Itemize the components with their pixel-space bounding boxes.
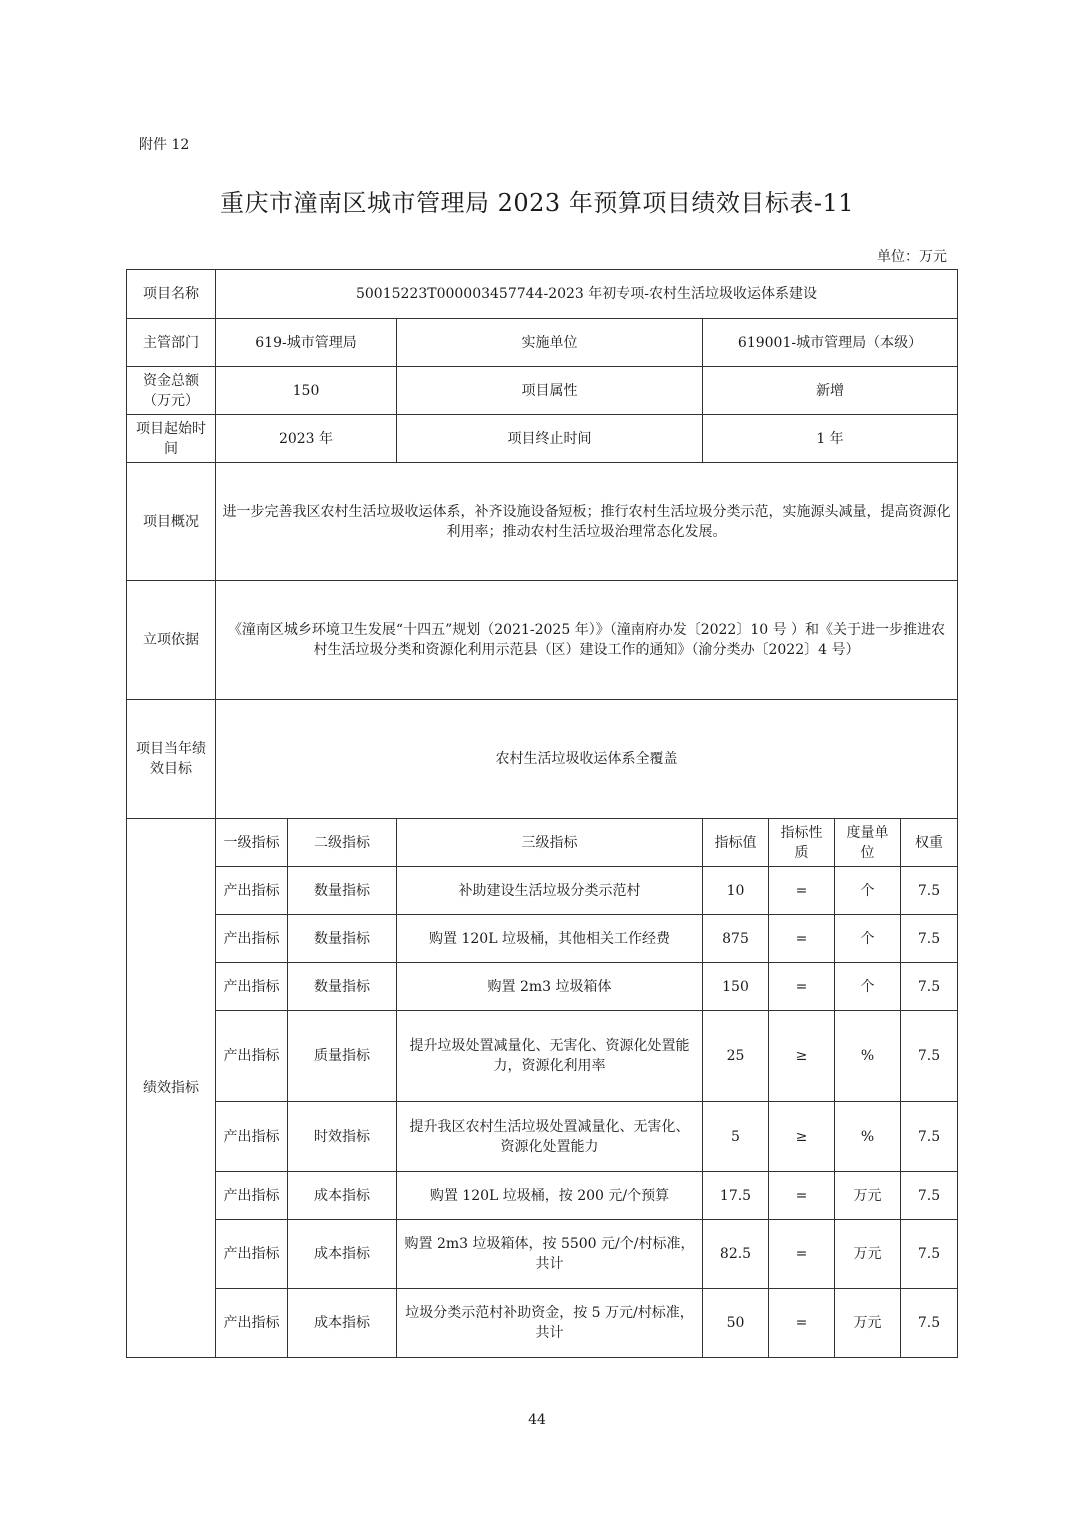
row-unit: 万元 — [835, 1220, 901, 1289]
row-level1: 产出指标 — [216, 1102, 288, 1172]
indicator-header-row — [127, 819, 958, 867]
start-value: 2023 年 — [216, 415, 397, 463]
fund-value: 150 — [216, 367, 397, 415]
overview-row — [127, 463, 958, 581]
row-level1: 产出指标 — [216, 867, 288, 915]
row-value: 875 — [703, 915, 769, 963]
goal-label: 项目当年绩效目标 — [127, 700, 216, 819]
row-level1: 产出指标 — [216, 1011, 288, 1102]
basis-row — [127, 581, 958, 700]
row-level2: 成本指标 — [288, 1289, 397, 1358]
row-value: 25 — [703, 1011, 769, 1102]
row-unit: 万元 — [835, 1172, 901, 1220]
page-number: 44 — [528, 1412, 546, 1428]
row-unit: 万元 — [835, 1289, 901, 1358]
header-level2: 二级指标 — [288, 819, 397, 867]
attr-value: 新增 — [703, 367, 958, 415]
attachment-label: 附件 12 — [139, 137, 190, 153]
row-weight: 7.5 — [901, 963, 958, 1011]
table-row — [127, 1102, 958, 1172]
goal-row — [127, 700, 958, 819]
row-level3: 提升我区农村生活垃圾处置减量化、无害化、资源化处置能力 — [397, 1102, 703, 1172]
row-level2: 数量指标 — [288, 963, 397, 1011]
row-level3: 购置 120L 垃圾桶，按 200 元/个预算 — [397, 1172, 703, 1220]
row-nature: = — [769, 963, 835, 1011]
row-value: 82.5 — [703, 1220, 769, 1289]
row-nature: = — [769, 867, 835, 915]
row-level1: 产出指标 — [216, 915, 288, 963]
row-weight: 7.5 — [901, 1011, 958, 1102]
row-weight: 7.5 — [901, 1172, 958, 1220]
row-value: 5 — [703, 1102, 769, 1172]
row-weight: 7.5 — [901, 915, 958, 963]
row-unit: % — [835, 1102, 901, 1172]
row-level3: 购置 2m3 垃圾箱体 — [397, 963, 703, 1011]
header-weight: 权重 — [901, 819, 958, 867]
fund-label: 资金总额（万元） — [127, 367, 216, 415]
row-level3: 购置 120L 垃圾桶，其他相关工作经费 — [397, 915, 703, 963]
fund-row — [127, 367, 958, 415]
row-nature: = — [769, 1289, 835, 1358]
impl-label: 实施单位 — [397, 319, 703, 367]
row-level2: 数量指标 — [288, 915, 397, 963]
impl-value: 619001-城市管理局（本级） — [703, 319, 958, 367]
performance-table — [126, 269, 958, 1358]
row-weight: 7.5 — [901, 1220, 958, 1289]
project-name-row — [127, 270, 958, 319]
table-row — [127, 963, 958, 1011]
row-weight: 7.5 — [901, 867, 958, 915]
row-unit: 个 — [835, 963, 901, 1011]
project-name-value: 50015223T000003457744-2023 年初专项-农村生活垃圾收运体系建设 — [216, 270, 958, 319]
row-value: 150 — [703, 963, 769, 1011]
unit-label: 单位：万元 — [877, 249, 947, 265]
attr-label: 项目属性 — [397, 367, 703, 415]
indicator-section-label: 绩效指标 — [127, 819, 216, 1358]
row-unit: 个 — [835, 915, 901, 963]
header-nature: 指标性质 — [769, 819, 835, 867]
row-level1: 产出指标 — [216, 1172, 288, 1220]
row-value: 50 — [703, 1289, 769, 1358]
table-row — [127, 1220, 958, 1289]
table-row — [127, 867, 958, 915]
row-level2: 成本指标 — [288, 1220, 397, 1289]
overview-value: 进一步完善我区农村生活垃圾收运体系，补齐设施设备短板；推行农村生活垃圾分类示范，实施源头减量，提高资源化利用率；推动农村生活垃圾治理常态化发展。 — [216, 463, 958, 581]
header-level1: 一级指标 — [216, 819, 288, 867]
row-nature: = — [769, 915, 835, 963]
row-level2: 质量指标 — [288, 1011, 397, 1102]
row-unit: 个 — [835, 867, 901, 915]
row-level2: 数量指标 — [288, 867, 397, 915]
header-unit: 度量单位 — [835, 819, 901, 867]
row-level3: 补助建设生活垃圾分类示范村 — [397, 867, 703, 915]
table-row — [127, 1289, 958, 1358]
row-weight: 7.5 — [901, 1289, 958, 1358]
row-nature: ≥ — [769, 1102, 835, 1172]
dept-label: 主管部门 — [127, 319, 216, 367]
period-row — [127, 415, 958, 463]
row-level1: 产出指标 — [216, 1289, 288, 1358]
overview-label: 项目概况 — [127, 463, 216, 581]
row-level2: 时效指标 — [288, 1102, 397, 1172]
basis-label: 立项依据 — [127, 581, 216, 700]
page-title: 重庆市潼南区城市管理局 2023 年预算项目绩效目标表-11 — [220, 189, 854, 217]
header-level3: 三级指标 — [397, 819, 703, 867]
table-row — [127, 1011, 958, 1102]
end-label: 项目终止时间 — [397, 415, 703, 463]
dept-value: 619-城市管理局 — [216, 319, 397, 367]
dept-row — [127, 319, 958, 367]
row-level2: 成本指标 — [288, 1172, 397, 1220]
end-value: 1 年 — [703, 415, 958, 463]
row-level3: 提升垃圾处置减量化、无害化、资源化处置能力，资源化利用率 — [397, 1011, 703, 1102]
row-nature: ≥ — [769, 1011, 835, 1102]
row-value: 10 — [703, 867, 769, 915]
row-level3: 垃圾分类示范村补助资金，按 5 万元/村标准，共计 — [397, 1289, 703, 1358]
basis-value: 《潼南区城乡环境卫生发展“十四五”规划（2021-2025 年）》（潼南府办发〔2022〕10 号 ）和《关于进一步推进农村生活垃圾分类和资源化利用示范县（区）建设工作的通知》（渝分类办〔2022〕4 号） — [216, 581, 958, 700]
row-unit: % — [835, 1011, 901, 1102]
start-label: 项目起始时间 — [127, 415, 216, 463]
table-row — [127, 1172, 958, 1220]
row-level3: 购置 2m3 垃圾箱体，按 5500 元/个/村标准，共计 — [397, 1220, 703, 1289]
table-row — [127, 915, 958, 963]
goal-value: 农村生活垃圾收运体系全覆盖 — [216, 700, 958, 819]
row-level1: 产出指标 — [216, 1220, 288, 1289]
row-level1: 产出指标 — [216, 963, 288, 1011]
row-nature: = — [769, 1220, 835, 1289]
row-value: 17.5 — [703, 1172, 769, 1220]
row-weight: 7.5 — [901, 1102, 958, 1172]
header-value: 指标值 — [703, 819, 769, 867]
project-name-label: 项目名称 — [127, 270, 216, 319]
row-nature: = — [769, 1172, 835, 1220]
